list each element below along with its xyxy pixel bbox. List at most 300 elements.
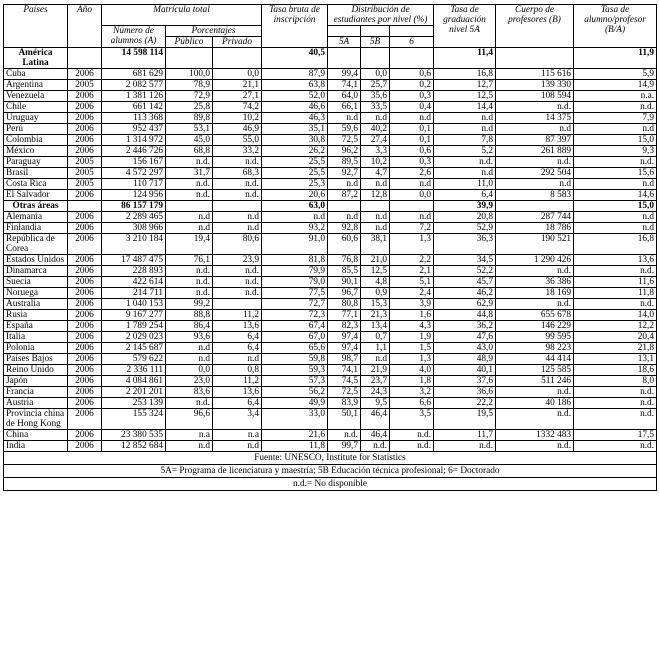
cell-students: 2 201 201 — [102, 387, 166, 398]
cell-ratio: n.d. — [574, 387, 657, 398]
cell-public: n.d. — [166, 179, 213, 190]
cell-grad: 11,7 — [434, 430, 496, 441]
table-row — [4, 69, 657, 80]
cell-l5b: 38,1 — [361, 234, 390, 255]
col-header-5a: 5A — [328, 37, 361, 48]
cell-private: n.d. — [213, 266, 262, 277]
table-row — [4, 354, 657, 365]
cell-l6: 0,2 — [390, 80, 434, 91]
cell-faculty: 99 595 — [496, 332, 574, 343]
cell-l5a: 98,7 — [328, 354, 361, 365]
cell-students: 124 956 — [102, 190, 166, 201]
cell-faculty: 125 585 — [496, 365, 574, 376]
cell-grad: 36,6 — [434, 387, 496, 398]
cell-l5b: 13,4 — [361, 321, 390, 332]
cell-students: 214 711 — [102, 288, 166, 299]
cell-students: 253 139 — [102, 398, 166, 409]
cell-year: 2006 — [68, 266, 102, 277]
cell-l6: 1,8 — [390, 376, 434, 387]
cell-private: 13,6 — [213, 387, 262, 398]
cell-year: 2006 — [68, 124, 102, 135]
cell-l5a: 82,3 — [328, 321, 361, 332]
cell-gross: 21,6 — [262, 430, 328, 441]
cell-year: 2006 — [68, 146, 102, 157]
cell-public: 23,0 — [166, 376, 213, 387]
cell-l6: 5,1 — [390, 277, 434, 288]
cell-gross: 33,0 — [262, 409, 328, 430]
cell-l5a: 72,5 — [328, 135, 361, 146]
cell-name: Australia — [4, 299, 68, 310]
cell-l5b: 1,1 — [361, 343, 390, 354]
cell-public — [166, 201, 213, 212]
cell-private: 68,3 — [213, 168, 262, 179]
cell-gross: 87,9 — [262, 69, 328, 80]
cell-l5a: 92,7 — [328, 168, 361, 179]
cell-name: Polonia — [4, 343, 68, 354]
cell-l6: n.d — [390, 113, 434, 124]
cell-public: 88,8 — [166, 310, 213, 321]
table-row — [4, 80, 657, 91]
cell-ratio: 17,5 — [574, 430, 657, 441]
cell-l5b: n.d. — [361, 441, 390, 452]
cell-l5b: 15,3 — [361, 299, 390, 310]
cell-gross: 59,8 — [262, 354, 328, 365]
cell-faculty: 36 386 — [496, 277, 574, 288]
cell-year: 2005 — [68, 80, 102, 91]
cell-public: n.a — [166, 430, 213, 441]
cell-ratio: 11,8 — [574, 288, 657, 299]
cell-l5a: 97,4 — [328, 332, 361, 343]
cell-name: Paraguay — [4, 157, 68, 168]
cell-ratio: n.d — [574, 223, 657, 234]
col-header-ratio: Tasa de alumno/profesor (B/A) — [574, 5, 657, 48]
cell-grad: 40,1 — [434, 365, 496, 376]
header-spacer — [390, 26, 434, 37]
header-spacer — [328, 26, 361, 37]
cell-ratio: 15,6 — [574, 168, 657, 179]
table-row — [4, 321, 657, 332]
cell-grad: 11,0 — [434, 179, 496, 190]
cell-ratio: 5,9 — [574, 69, 657, 80]
cell-ratio: n.d — [574, 179, 657, 190]
cell-name: Austria — [4, 398, 68, 409]
cell-faculty: 1 290 426 — [496, 255, 574, 266]
table-row — [4, 288, 657, 299]
cell-l5a: n.d — [328, 179, 361, 190]
cell-l6: 0,1 — [390, 124, 434, 135]
cell-students: 2 289 465 — [102, 212, 166, 223]
cell-grad: n.d — [434, 124, 496, 135]
cell-name: Uruguay — [4, 113, 68, 124]
table-row — [4, 277, 657, 288]
cell-gross: 49,9 — [262, 398, 328, 409]
cell-faculty: 190 521 — [496, 234, 574, 255]
cell-students: 661 142 — [102, 102, 166, 113]
cell-grad: n.d — [434, 168, 496, 179]
cell-grad: 12,5 — [434, 91, 496, 102]
cell-public: n.d — [166, 223, 213, 234]
cell-name: Rusia — [4, 310, 68, 321]
cell-private: 21,1 — [213, 80, 262, 91]
cell-students: 9 167 277 — [102, 310, 166, 321]
cell-students: 681 629 — [102, 69, 166, 80]
cell-year: 2006 — [68, 135, 102, 146]
cell-students: 1 314 972 — [102, 135, 166, 146]
col-header-private: Privado — [213, 37, 262, 48]
cell-gross: 20,6 — [262, 190, 328, 201]
cell-public: n.d. — [166, 277, 213, 288]
cell-grad: 48,9 — [434, 354, 496, 365]
cell-faculty: 655 678 — [496, 310, 574, 321]
cell-l5b: 33,5 — [361, 102, 390, 113]
col-header-6: 6 — [390, 37, 434, 48]
table-row — [4, 376, 657, 387]
cell-students: 113 368 — [102, 113, 166, 124]
cell-private: 80,6 — [213, 234, 262, 255]
table-row — [4, 113, 657, 124]
cell-public: 100,0 — [166, 69, 213, 80]
cell-ratio: 8,0 — [574, 376, 657, 387]
cell-public: n.d — [166, 343, 213, 354]
cell-l6: 1,9 — [390, 332, 434, 343]
cell-ratio: n.d — [574, 124, 657, 135]
cell-l6: 6,6 — [390, 398, 434, 409]
cell-faculty: 146 229 — [496, 321, 574, 332]
cell-private: n.d — [213, 223, 262, 234]
cell-private: 0,0 — [213, 69, 262, 80]
cell-ratio: n.d. — [574, 102, 657, 113]
cell-l5b: 12,5 — [361, 266, 390, 277]
cell-ratio: n.d. — [574, 398, 657, 409]
table-row — [4, 135, 657, 146]
cell-year: 2006 — [68, 343, 102, 354]
cell-l5a: n.d — [328, 212, 361, 223]
table-row — [4, 168, 657, 179]
cell-gross: 40,5 — [262, 48, 328, 69]
cell-private: n.d. — [213, 288, 262, 299]
cell-faculty: n.d. — [496, 102, 574, 113]
cell-name: Colombia — [4, 135, 68, 146]
cell-gross: 79,9 — [262, 266, 328, 277]
cell-l5a: 77,1 — [328, 310, 361, 321]
cell-name: Brasil — [4, 168, 68, 179]
table-footer — [4, 452, 657, 491]
cell-l5a: 99,4 — [328, 69, 361, 80]
cell-name: Noruega — [4, 288, 68, 299]
cell-private: n.d. — [213, 190, 262, 201]
cell-ratio: 7,9 — [574, 113, 657, 124]
cell-private: n.a — [213, 430, 262, 441]
cell-year: 2006 — [68, 288, 102, 299]
cell-ratio: n.d. — [574, 157, 657, 168]
cell-public: 86,4 — [166, 321, 213, 332]
cell-l5a: 66,1 — [328, 102, 361, 113]
table-header — [4, 5, 657, 48]
cell-l6: 0,3 — [390, 91, 434, 102]
cell-students: 422 614 — [102, 277, 166, 288]
cell-year: 2006 — [68, 212, 102, 223]
cell-name: India — [4, 441, 68, 452]
cell-name: México — [4, 146, 68, 157]
cell-l6: 0,0 — [390, 190, 434, 201]
cell-grad: 47,6 — [434, 332, 496, 343]
cell-ratio: 14,0 — [574, 310, 657, 321]
cell-name: Japón — [4, 376, 68, 387]
cell-l6: 0,1 — [390, 135, 434, 146]
cell-private — [213, 48, 262, 69]
cell-l5b — [361, 48, 390, 69]
cell-public: 89,8 — [166, 113, 213, 124]
cell-l5a: 80,8 — [328, 299, 361, 310]
cell-l5b: n.d — [361, 179, 390, 190]
region-summary-row — [4, 201, 657, 212]
cell-l5b: 12,8 — [361, 190, 390, 201]
cell-grad: 46,2 — [434, 288, 496, 299]
cell-private: n.d. — [213, 179, 262, 190]
cell-students: 86 157 179 — [102, 201, 166, 212]
cell-ratio: n.a. — [574, 91, 657, 102]
cell-gross: 81,8 — [262, 255, 328, 266]
cell-year: 2006 — [68, 310, 102, 321]
table-row — [4, 409, 657, 430]
table-row — [4, 430, 657, 441]
cell-students: 4 084 861 — [102, 376, 166, 387]
cell-l5a — [328, 201, 361, 212]
cell-grad: 36,3 — [434, 234, 496, 255]
cell-public: n.d — [166, 441, 213, 452]
cell-l5a: 87,2 — [328, 190, 361, 201]
cell-faculty: 139 330 — [496, 80, 574, 91]
cell-l6: 0,6 — [390, 69, 434, 80]
cell-year: 2006 — [68, 409, 102, 430]
cell-private: n.d — [213, 212, 262, 223]
cell-gross: n.d — [262, 212, 328, 223]
cell-students: 2 446 726 — [102, 146, 166, 157]
cell-public: n.d. — [166, 266, 213, 277]
cell-l5b: 25,7 — [361, 80, 390, 91]
cell-students: 308 966 — [102, 223, 166, 234]
cell-year: 2006 — [68, 255, 102, 266]
table-row — [4, 223, 657, 234]
cell-year: 2006 — [68, 365, 102, 376]
cell-name: Alemania — [4, 212, 68, 223]
cell-l5b: 46,4 — [361, 430, 390, 441]
cell-students: 23 380 535 — [102, 430, 166, 441]
cell-students: 2 336 111 — [102, 365, 166, 376]
cell-faculty: n.d. — [496, 441, 574, 452]
cell-faculty: n.d. — [496, 387, 574, 398]
cell-l5a: n.d. — [328, 430, 361, 441]
cell-year: 2006 — [68, 234, 102, 255]
cell-l6: 3,5 — [390, 409, 434, 430]
header-spacer — [361, 26, 390, 37]
cell-grad: 45,7 — [434, 277, 496, 288]
cell-students: 2 082 577 — [102, 80, 166, 91]
cell-name: Perú — [4, 124, 68, 135]
cell-name: Estados Unidos — [4, 255, 68, 266]
cell-year: 2006 — [68, 277, 102, 288]
table-row — [4, 255, 657, 266]
cell-grad: n.d. — [434, 157, 496, 168]
cell-name: Países Bajos — [4, 354, 68, 365]
cell-l6: 1,5 — [390, 343, 434, 354]
cell-private: 10,2 — [213, 113, 262, 124]
cell-public: 19,4 — [166, 234, 213, 255]
cell-year: 2005 — [68, 157, 102, 168]
cell-name: Reino Unido — [4, 365, 68, 376]
cell-l6: 0,3 — [390, 157, 434, 168]
cell-gross: 25,5 — [262, 168, 328, 179]
cell-l5a: 96,2 — [328, 146, 361, 157]
cell-public: 45,0 — [166, 135, 213, 146]
cell-private: 6,4 — [213, 343, 262, 354]
table-row — [4, 441, 657, 452]
cell-faculty: n.d — [496, 124, 574, 135]
cell-gross: 72,3 — [262, 310, 328, 321]
cell-students: 579 622 — [102, 354, 166, 365]
cell-year: 2006 — [68, 441, 102, 452]
cell-private: n.d. — [213, 157, 262, 168]
cell-l6: 4,3 — [390, 321, 434, 332]
cell-ratio: 16,8 — [574, 234, 657, 255]
cell-l5b: 40,2 — [361, 124, 390, 135]
col-header-grad-rate: Tasa de graduación nivel 5A — [434, 5, 496, 48]
cell-public: n.d. — [166, 398, 213, 409]
cell-year: 2006 — [68, 91, 102, 102]
cell-ratio: n.d. — [574, 266, 657, 277]
cell-ratio: 14,9 — [574, 80, 657, 91]
cell-private: 27,1 — [213, 91, 262, 102]
cell-l5b: 35,6 — [361, 91, 390, 102]
cell-l5a: 59,6 — [328, 124, 361, 135]
nd-note: n.d.= No disponible — [4, 478, 657, 491]
cell-l6: n.d — [390, 179, 434, 190]
cell-l5a: 74,1 — [328, 80, 361, 91]
cell-ratio: 21,8 — [574, 343, 657, 354]
table-row — [4, 299, 657, 310]
table-row — [4, 310, 657, 321]
cell-name: Argentina — [4, 80, 68, 91]
cell-faculty: 14 375 — [496, 113, 574, 124]
cell-l5b: 4,7 — [361, 168, 390, 179]
cell-l5b: 0,9 — [361, 288, 390, 299]
cell-grad: n.d. — [434, 441, 496, 452]
cell-year: 2006 — [68, 387, 102, 398]
cell-l5b: n.d — [361, 354, 390, 365]
cell-year: 2006 — [68, 69, 102, 80]
cell-students: 4 572 297 — [102, 168, 166, 179]
cell-grad: 52,2 — [434, 266, 496, 277]
table-row — [4, 212, 657, 223]
cell-grad: 20,8 — [434, 212, 496, 223]
cell-year: 2006 — [68, 102, 102, 113]
cell-l5b: 27,4 — [361, 135, 390, 146]
education-statistics-table — [3, 4, 657, 491]
cell-l5b: 21,9 — [361, 365, 390, 376]
cell-year: 2006 — [68, 113, 102, 124]
cell-name: El Salvador — [4, 190, 68, 201]
cell-grad: 19,5 — [434, 409, 496, 430]
cell-private: 6,4 — [213, 332, 262, 343]
col-header-faculty: Cuerpo de profesores (B) — [496, 5, 574, 48]
cell-l5b: 3,3 — [361, 146, 390, 157]
cell-private: 11,2 — [213, 310, 262, 321]
cell-l5a: n.d — [328, 113, 361, 124]
cell-grad: 22,2 — [434, 398, 496, 409]
cell-year: 2006 — [68, 398, 102, 409]
cell-private: n.d — [213, 441, 262, 452]
cell-ratio: 15,0 — [574, 201, 657, 212]
region-summary-row — [4, 48, 657, 69]
cell-faculty: 1332 483 — [496, 430, 574, 441]
cell-faculty: 292 504 — [496, 168, 574, 179]
table-row — [4, 398, 657, 409]
cell-grad: 39,9 — [434, 201, 496, 212]
cell-name: Otras áreas — [4, 201, 68, 212]
cell-l6: 1,3 — [390, 234, 434, 255]
cell-public: 83,6 — [166, 387, 213, 398]
cell-l5a: 60,6 — [328, 234, 361, 255]
cell-faculty: 98 223 — [496, 343, 574, 354]
cell-l6: 7,2 — [390, 223, 434, 234]
cell-grad: 6,4 — [434, 190, 496, 201]
cell-l5b: 21,0 — [361, 255, 390, 266]
col-header-year: Año — [68, 5, 102, 48]
cell-ratio: 11,9 — [574, 48, 657, 69]
cell-gross: 72,7 — [262, 299, 328, 310]
cell-public: 0,0 — [166, 365, 213, 376]
cell-l5b: 46,4 — [361, 409, 390, 430]
cell-year: 2006 — [68, 332, 102, 343]
cell-public: 96,6 — [166, 409, 213, 430]
cell-private: n.d. — [213, 277, 262, 288]
cell-l5a: 97,4 — [328, 343, 361, 354]
cell-faculty: n.d — [496, 179, 574, 190]
cell-public: 78,9 — [166, 80, 213, 91]
cell-grad: 12,7 — [434, 80, 496, 91]
cell-l5b: 21,3 — [361, 310, 390, 321]
cell-l5a: 85,5 — [328, 266, 361, 277]
cell-faculty: n.d. — [496, 409, 574, 430]
cell-l6: n.d. — [390, 441, 434, 452]
cell-gross: 59,3 — [262, 365, 328, 376]
cell-gross: 30,8 — [262, 135, 328, 146]
cell-l5b: 24,3 — [361, 387, 390, 398]
cell-l5b: 10,2 — [361, 157, 390, 168]
col-header-public: Público — [166, 37, 213, 48]
cell-public: n.d — [166, 212, 213, 223]
cell-faculty: n.d. — [496, 299, 574, 310]
cell-l5a: 50,1 — [328, 409, 361, 430]
cell-public: n.d. — [166, 190, 213, 201]
cell-students: 110 717 — [102, 179, 166, 190]
cell-private: 46,9 — [213, 124, 262, 135]
table-row — [4, 157, 657, 168]
cell-ratio: n.d. — [574, 409, 657, 430]
cell-faculty: 108 594 — [496, 91, 574, 102]
table-row — [4, 343, 657, 354]
cell-year: 2006 — [68, 430, 102, 441]
cell-faculty: 261 889 — [496, 146, 574, 157]
cell-public: 93,6 — [166, 332, 213, 343]
cell-gross: 35,1 — [262, 124, 328, 135]
cell-students: 228 893 — [102, 266, 166, 277]
cell-year: 2006 — [68, 223, 102, 234]
cell-name: Provincia china de Hong Kong — [4, 409, 68, 430]
cell-grad: 44,8 — [434, 310, 496, 321]
cell-grad: 62,9 — [434, 299, 496, 310]
cell-faculty: 18 786 — [496, 223, 574, 234]
